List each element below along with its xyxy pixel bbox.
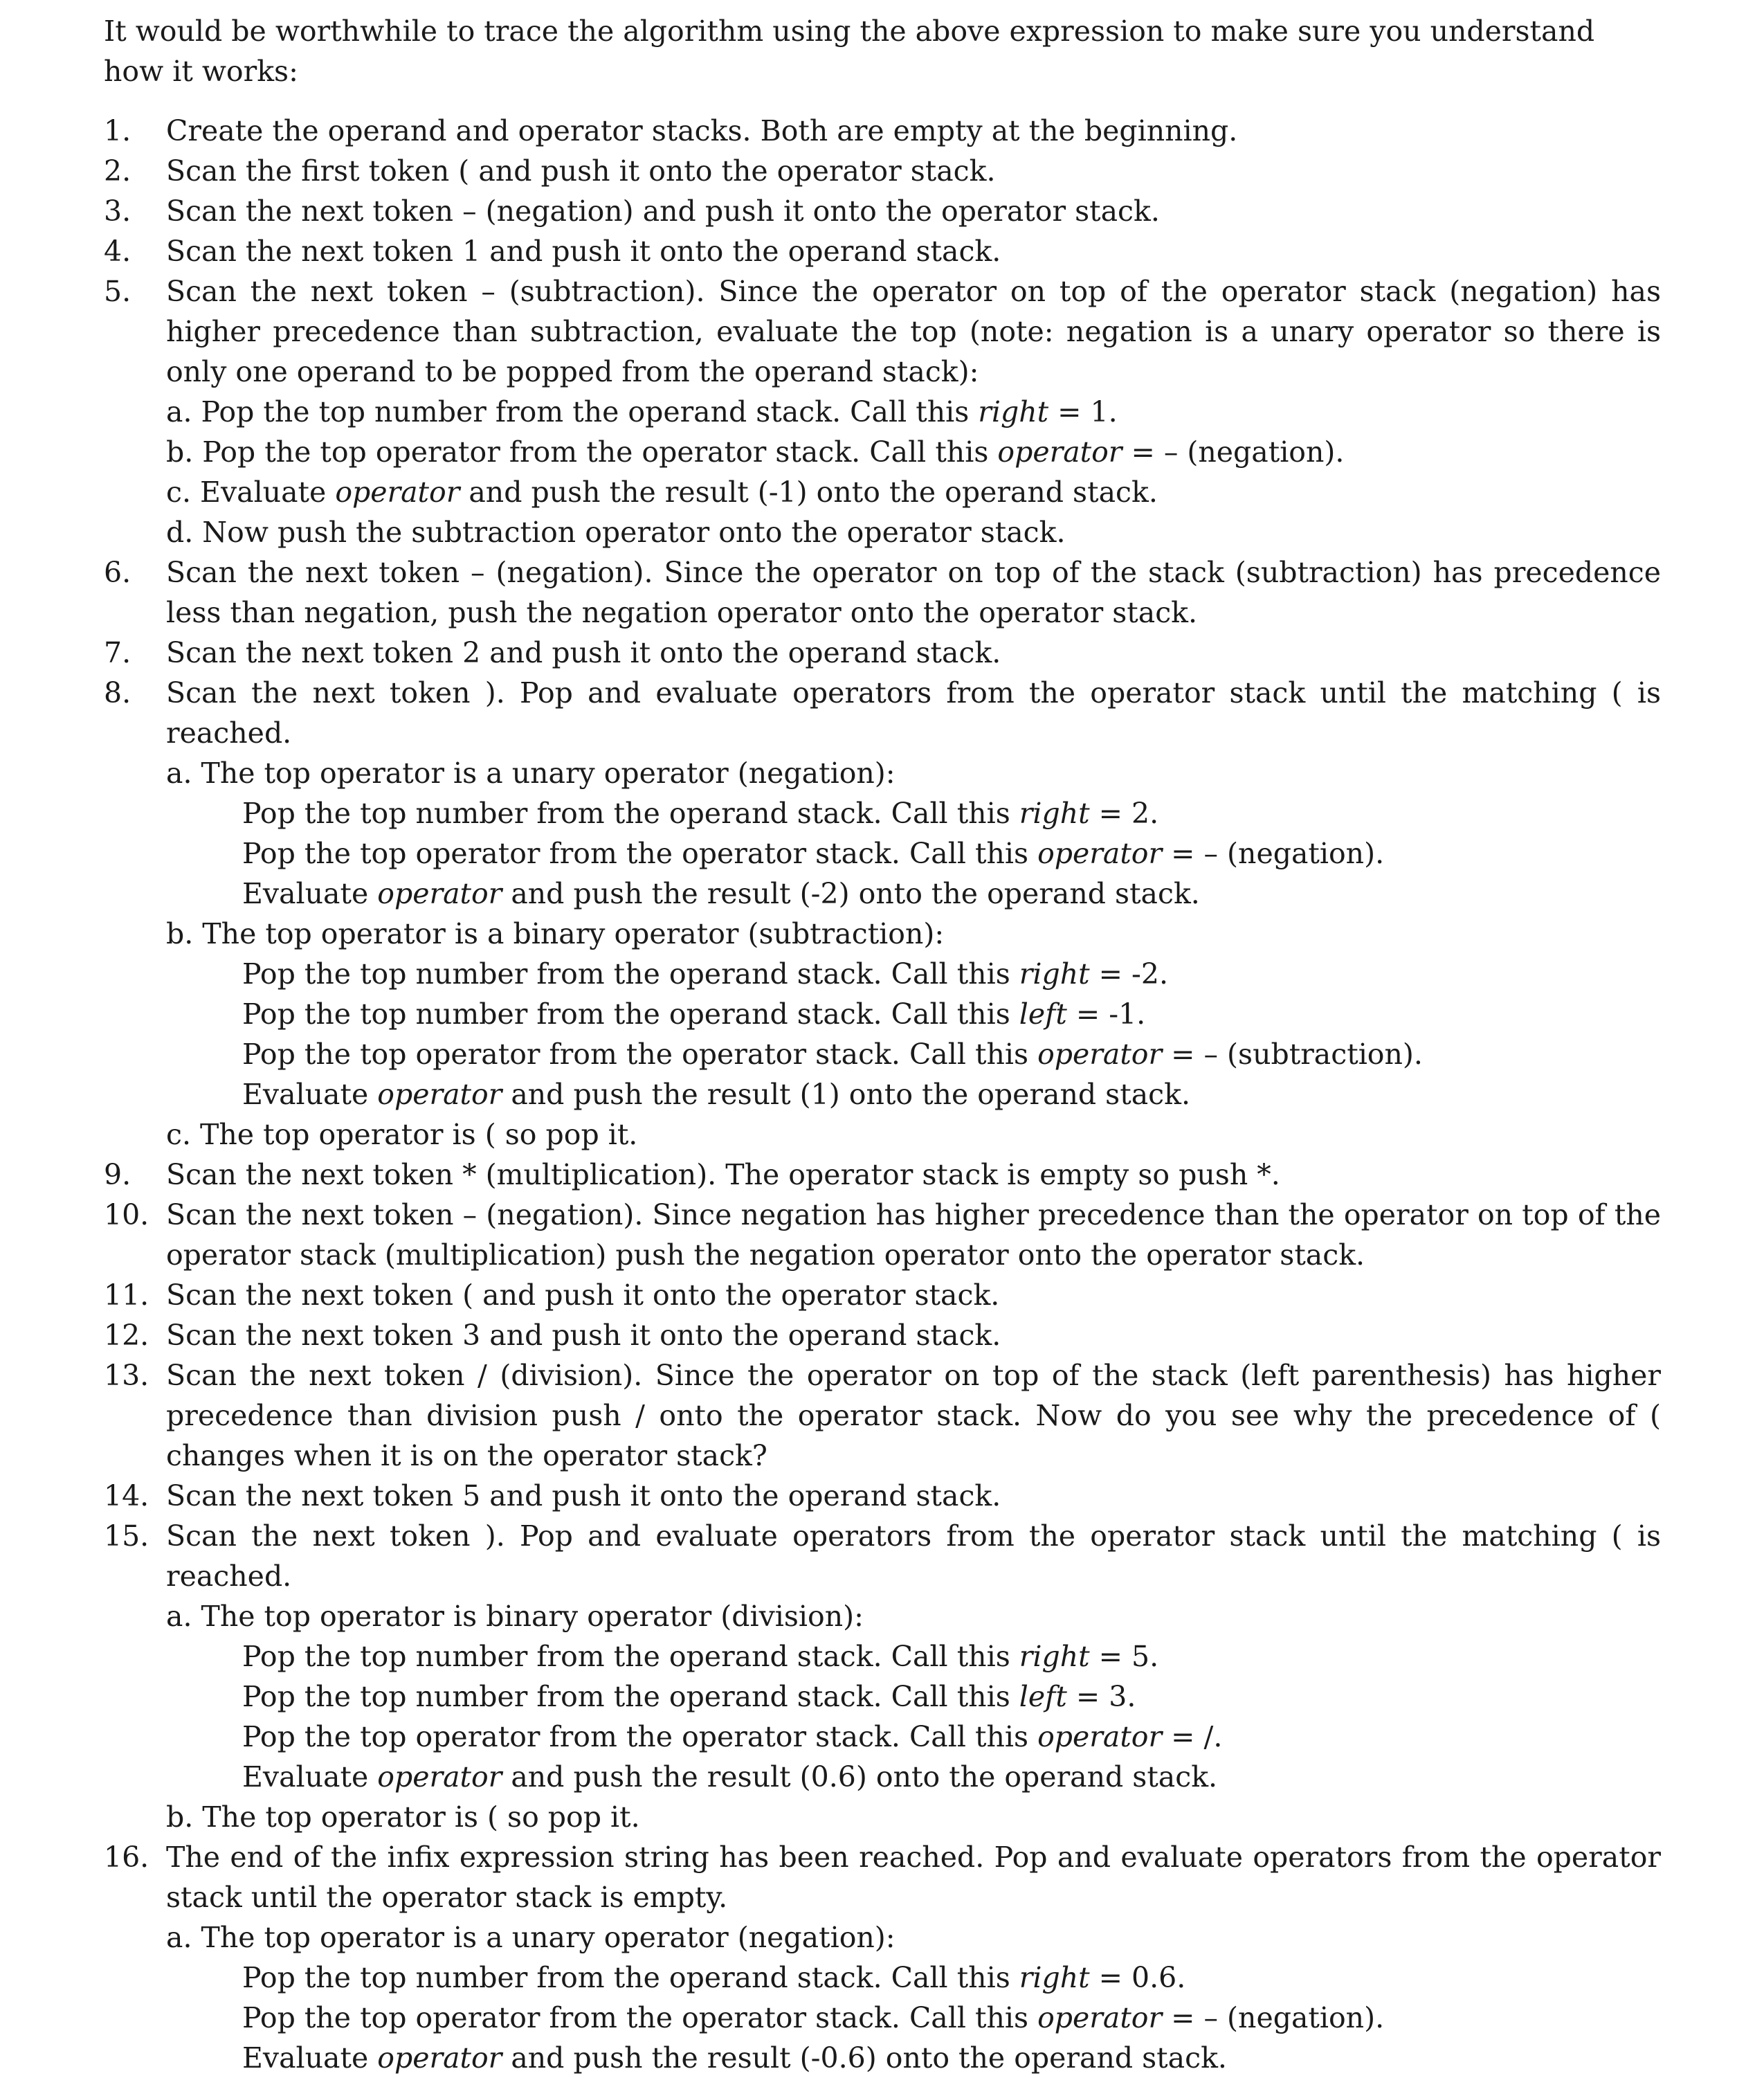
detail-line: Pop the top operator from the operator stack. Call this operator = – (subtraction). xyxy=(242,1038,1423,1071)
substep-15a: a. The top operator is binary operator (division): xyxy=(166,1600,864,1633)
step-text: Scan the next token ( and push it onto the operator stack. xyxy=(166,1279,1000,1312)
step-text: Scan the next token – (negation) and push it onto the operator stack. xyxy=(166,195,1160,228)
step-number: 2. xyxy=(104,154,131,188)
step-11 xyxy=(104,1275,1661,1315)
detail-line: Pop the top operator from the operator stack. Call this operator = /. xyxy=(242,1720,1223,1753)
step-number: 12. xyxy=(104,1319,149,1352)
substep-8a: a. The top operator is a unary operator (negation): xyxy=(166,757,895,790)
detail-line: Pop the top operator from the operator stack. Call this operator = – (negation). xyxy=(242,837,1385,870)
step-10 xyxy=(104,1195,1661,1275)
step-number: 3. xyxy=(104,195,131,228)
step-text: Scan the next token 1 and push it onto the operand stack. xyxy=(166,235,1001,268)
step-text: The end of the infix expression string has been reached. Pop and evaluate operators from the operator stack until the operator stack is empty. xyxy=(166,1841,1661,1914)
step-number: 16. xyxy=(104,1841,149,1874)
detail-line: Evaluate operator and push the result (-2) onto the operand stack. xyxy=(242,877,1200,910)
substep-8b: b. The top operator is a binary operator (subtraction): xyxy=(166,917,945,950)
detail-line: Pop the top operator from the operator stack. Call this operator = – (negation). xyxy=(242,2001,1385,2034)
step-number: 7. xyxy=(104,636,131,669)
substep-5c: c. Evaluate operator and push the result (-1) onto the operand stack. xyxy=(166,476,1158,509)
step-15 xyxy=(104,1516,1661,1596)
substep-5a: a. Pop the top number from the operand stack. Call this right = 1. xyxy=(166,395,1118,428)
step-8 xyxy=(104,673,1661,753)
step-text: Scan the next token 5 and push it onto the operand stack. xyxy=(166,1479,1001,1512)
detail-line: Pop the top number from the operand stack. Call this right = 0.6. xyxy=(242,1961,1186,1994)
detail-line: Pop the top number from the operand stack. Call this right = -2. xyxy=(242,957,1169,991)
step-1 xyxy=(104,111,1661,151)
step-number: 9. xyxy=(104,1158,131,1191)
substep-5d: d. Now push the subtraction operator onto the operator stack. xyxy=(166,516,1066,549)
step-number: 15. xyxy=(104,1519,149,1553)
detail-line: Evaluate operator and push the result (0.6) onto the operand stack. xyxy=(242,1760,1218,1794)
substep-8c: c. The top operator is ( so pop it. xyxy=(166,1118,638,1151)
step-number: 8. xyxy=(104,676,131,710)
step-number: 5. xyxy=(104,275,131,308)
step-number: 6. xyxy=(104,556,131,589)
step-number: 14. xyxy=(104,1479,149,1512)
document-body xyxy=(104,11,1661,2078)
detail-line: Pop the top number from the operand stack. Call this right = 5. xyxy=(242,1640,1159,1673)
detail-line: Pop the top number from the operand stack. Call this left = -1. xyxy=(242,997,1146,1031)
step-text: Scan the next token 3 and push it onto the operand stack. xyxy=(166,1319,1001,1352)
step-text: Scan the next token 2 and push it onto the operand stack. xyxy=(166,636,1001,669)
step-5 xyxy=(104,271,1661,392)
detail-line: Evaluate operator and push the result (1) onto the operand stack. xyxy=(242,1078,1190,1111)
step-12 xyxy=(104,1315,1661,1355)
step-number: 1. xyxy=(104,114,131,147)
step-text: Scan the next token / (division). Since the operator on top of the stack (left parenthesis) has higher precedence than division push / onto the operator stack. Now do you see why the precedence of ( changes when it is on the operator stack? xyxy=(166,1359,1661,1472)
substep-16a: a. The top operator is a unary operator (negation): xyxy=(166,1921,895,1954)
step-number: 11. xyxy=(104,1279,149,1312)
step-4 xyxy=(104,231,1661,271)
step-text: Create the operand and operator stacks. Both are empty at the beginning. xyxy=(166,114,1238,147)
step-text: Scan the next token – (negation). Since negation has higher precedence than the operator on top of the operator stack (multiplication) push the negation operator onto the operator stack. xyxy=(166,1198,1661,1272)
step-number: 4. xyxy=(104,235,131,268)
step-number: 10. xyxy=(104,1198,149,1231)
step-text: Scan the next token – (subtraction). Since the operator on top of the operator stack (negation) has higher precedence than subtraction, evaluate the top (note: negation is a unary operator so there is only one operand to be popped from the operand stack): xyxy=(166,275,1661,388)
step-16 xyxy=(104,1837,1661,1917)
detail-line: Evaluate operator and push the result (-0.6) onto the operand stack. xyxy=(242,2041,1227,2075)
step-number: 13. xyxy=(104,1359,149,1392)
step-text: Scan the next token * (multiplication). The operator stack is empty so push *. xyxy=(166,1158,1280,1191)
substep-5b: b. Pop the top operator from the operator stack. Call this operator = – (negation). xyxy=(166,435,1345,469)
step-7 xyxy=(104,633,1661,673)
step-14 xyxy=(104,1476,1661,1516)
step-text: Scan the next token – (negation). Since the operator on top of the stack (subtraction) has precedence less than negation, push the negation operator onto the operator stack. xyxy=(166,556,1661,629)
step-text: Scan the first token ( and push it onto the operator stack. xyxy=(166,154,996,188)
step-3 xyxy=(104,191,1661,231)
step-2 xyxy=(104,151,1661,191)
detail-line: Pop the top number from the operand stack. Call this left = 3. xyxy=(242,1680,1136,1713)
step-6 xyxy=(104,552,1661,633)
step-text: Scan the next token ). Pop and evaluate operators from the operator stack until the matching ( is reached. xyxy=(166,1519,1661,1593)
step-text: Scan the next token ). Pop and evaluate operators from the operator stack until the matching ( is reached. xyxy=(166,676,1661,750)
step-13 xyxy=(104,1355,1661,1476)
step-9 xyxy=(104,1155,1661,1195)
intro-paragraph: It would be worthwhile to trace the algorithm using the above expression to make sure you understand how it works: xyxy=(104,15,1595,88)
substep-15b: b. The top operator is ( so pop it. xyxy=(166,1800,640,1834)
detail-line: Pop the top number from the operand stack. Call this right = 2. xyxy=(242,797,1159,830)
